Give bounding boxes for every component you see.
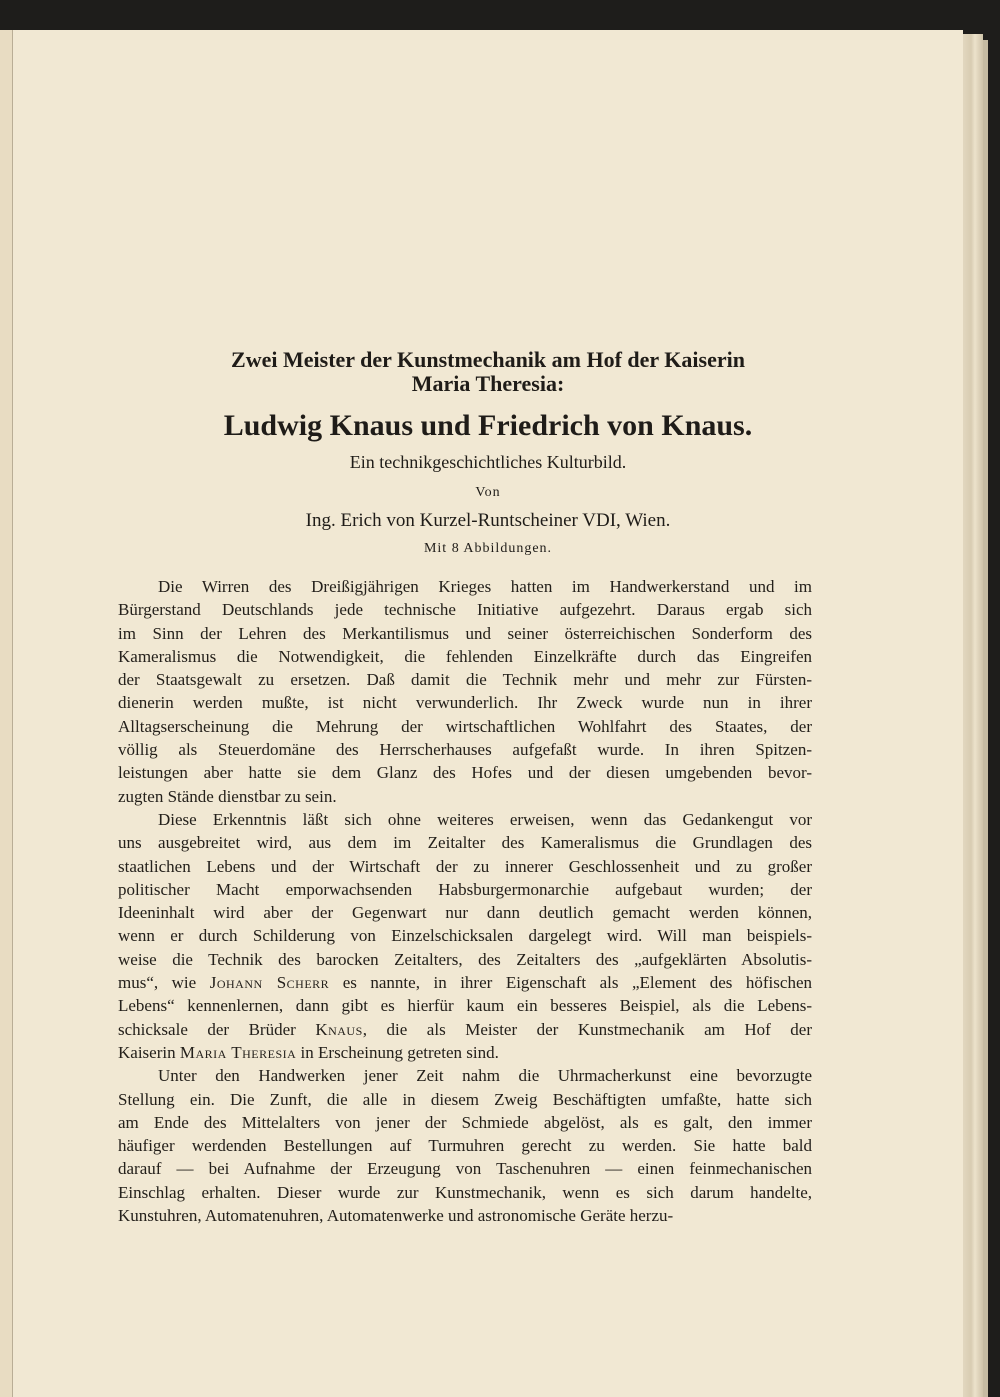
article-title: Ludwig Knaus und Friedrich von Knaus. (223, 409, 753, 442)
supertitle-line-1: Zwei Meister der Kunstmechanik am Hof der Kaiserin (231, 347, 745, 372)
text-line (118, 715, 812, 738)
text-segment: staatlichen Lebens und der Wirtschaft der zu innerer Geschlossenheit und zu großer (118, 856, 812, 876)
text-line (118, 1064, 812, 1087)
text-segment: weise die Technik des barocken Zeitalters, des Zeitalters des „aufgeklärten Absolutis- (118, 949, 812, 969)
text-line (118, 575, 812, 598)
text-line (118, 994, 812, 1017)
text-segment: Kaiserin (118, 1042, 180, 1062)
page-stack-edge (963, 34, 983, 1397)
text-line (118, 948, 812, 971)
text-segment: der Staatsgewalt zu ersetzen. Daß damit die Technik mehr und mehr zur Fürsten- (118, 670, 812, 690)
text-line (118, 1181, 812, 1204)
text-line (118, 738, 812, 761)
article-supertitle (13, 348, 963, 396)
text-line (118, 691, 812, 714)
text-line (118, 1111, 812, 1134)
text-segment: im Sinn der Lehren des Merkantilismus und seiner österreichischen Sonderform des (118, 623, 812, 643)
text-segment: Lebens“ kennenlernen, dann gibt es hierfür kaum ein besseres Beispiel, als die Lebens- (118, 996, 812, 1016)
person-name: Knaus (315, 1019, 363, 1039)
text-segment: Diese Erkenntnis läßt sich ohne weiteres erweisen, wenn das Gedankengut vor (158, 809, 812, 829)
text-segment: Kameralismus die Notwendigkeit, die fehlenden Einzelkräfte durch das Eingreifen (118, 646, 812, 666)
text-line (118, 1018, 812, 1041)
article-body (118, 575, 812, 1227)
text-line (118, 668, 812, 691)
document-page (13, 30, 963, 1397)
text-line (118, 878, 812, 901)
text-line (118, 1134, 812, 1157)
author: Ing. Erich von Kurzel-Runtscheiner VDI, Wien. (305, 510, 671, 531)
text-line (118, 1088, 812, 1111)
text-segment: mus“, wie (118, 973, 210, 993)
text-line (118, 808, 812, 831)
text-segment: in Erscheinung getreten sind. (296, 1042, 499, 1062)
text-segment: am Ende des Mittelalters von jener der Schmiede abgelöst, als es galt, den immer (118, 1112, 812, 1132)
text-segment: , die als Meister der Kunstmechanik am Hof der (362, 1019, 812, 1039)
previous-page-edge (0, 30, 14, 1397)
person-name: Maria Theresia (179, 1042, 297, 1062)
text-segment: Ideeninhalt wird aber der Gegenwart nur dann deutlich gemacht werden können, (118, 903, 812, 923)
text-line (118, 1041, 812, 1064)
text-segment: häufiger werdenden Bestellungen auf Turmuhren gerecht zu werden. Sie hatte bald (118, 1136, 812, 1156)
text-line (118, 855, 812, 878)
text-segment: zugten Stände dienstbar zu sein. (118, 786, 337, 806)
text-segment: Bürgerstand Deutschlands jede technische Initiative aufgezehrt. Daraus ergab sich (118, 600, 812, 620)
text-line (118, 1204, 812, 1227)
article-subtitle: Ein technikgeschichtliches Kulturbild. (349, 452, 627, 472)
text-segment: schicksale der Brüder (118, 1019, 316, 1039)
supertitle-line-2: Maria Theresia: (411, 371, 565, 396)
text-line (118, 924, 812, 947)
text-line (118, 622, 812, 645)
text-segment: Die Wirren des Dreißigjährigen Krieges hatten im Handwerkerstand und im (158, 577, 812, 596)
text-segment: darauf — bei Aufnahme der Erzeugung von Taschenuhren — einen feinmechanischen (118, 1159, 812, 1179)
person-name: Johann Scherr (209, 973, 330, 993)
text-line (118, 645, 812, 668)
text-segment: Unter den Handwerken jener Zeit nahm die Uhrmacherkunst eine bevorzugte (158, 1066, 812, 1086)
text-segment: leistungen aber hatte sie dem Glanz des Hofes und der diesen umgebenden bevor- (118, 763, 812, 783)
text-line (118, 598, 812, 621)
byline-von: Von (475, 485, 501, 500)
text-segment: Kunstuhren, Automatenuhren, Automatenwerke und astronomische Geräte herzu- (118, 1206, 674, 1226)
text-segment: wenn er durch Schilderung von Einzelschicksalen dargelegt wird. Will man beispiels- (118, 926, 812, 946)
text-line (118, 831, 812, 854)
text-line (118, 761, 812, 784)
text-line (118, 901, 812, 924)
text-segment: Stellung ein. Die Zunft, die alle in diesem Zweig Beschäftigten umfaßte, hatte sich (118, 1089, 812, 1109)
text-segment: Einschlag erhalten. Dieser wurde zur Kunstmechanik, wenn es sich darum handelte, (118, 1182, 812, 1202)
text-line (118, 971, 812, 994)
text-line (118, 1157, 812, 1180)
text-segment: es nannte, in ihrer Eigenschaft als „Element des höfischen (329, 973, 812, 993)
text-segment: Alltagserscheinung die Mehrung der wirtschaftlichen Wohlfahrt des Staates, der (118, 716, 812, 736)
text-segment: dienerin werden mußte, ist nicht verwunderlich. Ihr Zweck wurde nun in ihrer (118, 693, 812, 713)
figures-note: Mit 8 Abbildungen. (423, 541, 553, 556)
page-stack-edge-outer (983, 40, 988, 1397)
text-segment: uns ausgebreitet wird, aus dem im Zeitalter des Kameralismus die Grundlagen des (118, 833, 812, 853)
text-segment: völlig als Steuerdomäne des Herrscherhauses aufgefaßt wurde. In ihren Spitzen- (118, 740, 812, 760)
text-segment: politischer Macht emporwachsenden Habsburgermonarchie aufgebaut wurden; der (118, 879, 812, 899)
text-line (118, 785, 812, 808)
